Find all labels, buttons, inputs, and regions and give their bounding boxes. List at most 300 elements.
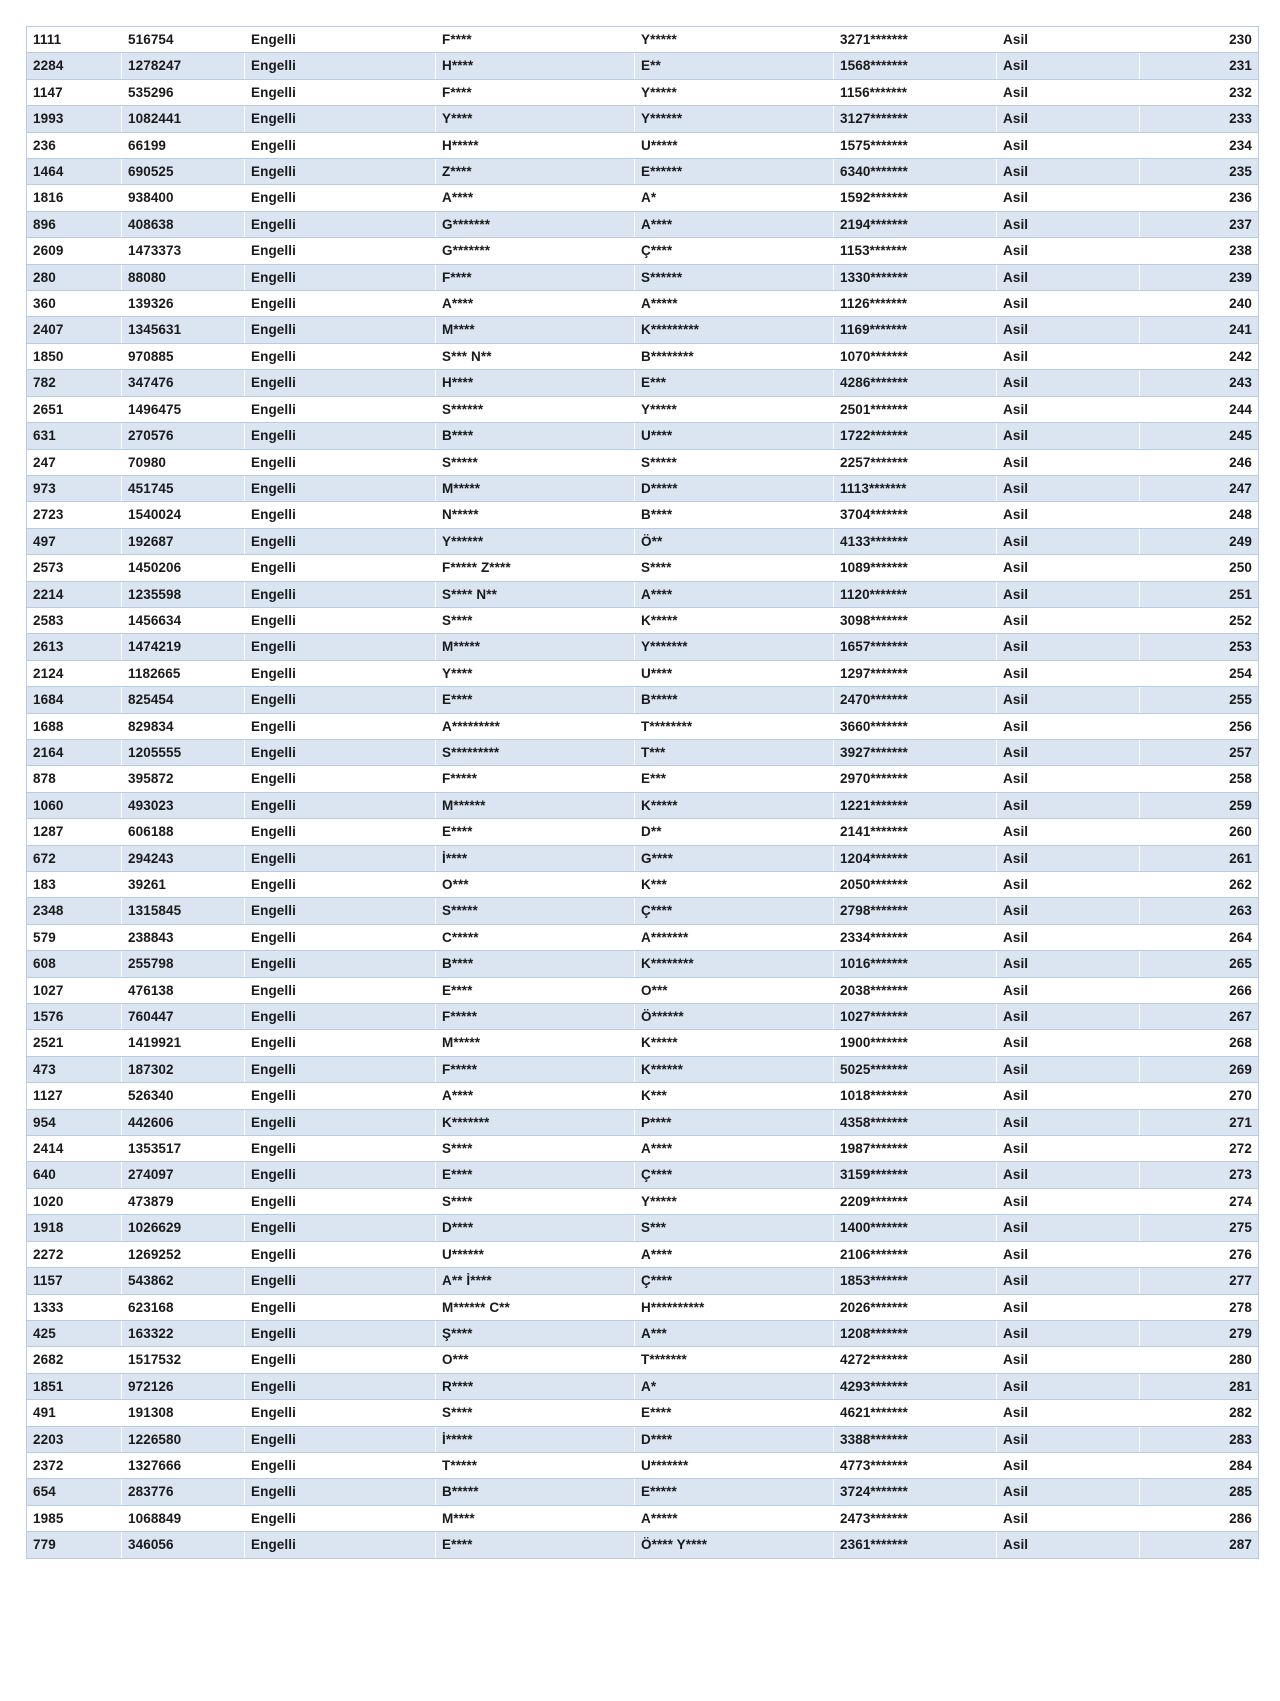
cell-status: Engelli [245,159,436,185]
table-row[interactable] [27,291,1259,317]
table-row[interactable] [27,1109,1259,1135]
table-row[interactable] [27,1505,1259,1531]
cell-id: 442606 [122,1109,245,1135]
cell-type: Asil [997,27,1140,53]
cell-id: 606188 [122,819,245,845]
cell-no: 2284 [27,53,122,79]
table-row[interactable] [27,1004,1259,1030]
table-row[interactable] [27,1294,1259,1320]
cell-rank: 262 [1140,872,1259,898]
cell-no: 608 [27,951,122,977]
cell-score: 2334******* [834,924,997,950]
cell-name: F**** [436,79,635,105]
cell-sur: K*** [635,1083,834,1109]
cell-type: Asil [997,1188,1140,1214]
table-row[interactable] [27,1188,1259,1214]
table-row[interactable] [27,1320,1259,1346]
table-row[interactable] [27,792,1259,818]
cell-rank: 257 [1140,739,1259,765]
cell-rank: 240 [1140,291,1259,317]
cell-name: T***** [436,1452,635,1478]
cell-rank: 272 [1140,1136,1259,1162]
cell-no: 2348 [27,898,122,924]
cell-name: Ş**** [436,1320,635,1346]
cell-rank: 250 [1140,555,1259,581]
cell-sur: Y***** [635,1188,834,1214]
table-row[interactable] [27,634,1259,660]
cell-rank: 264 [1140,924,1259,950]
table-row[interactable] [27,1479,1259,1505]
cell-type: Asil [997,475,1140,501]
cell-id: 1419921 [122,1030,245,1056]
cell-score: 2501******* [834,396,997,422]
cell-rank: 248 [1140,502,1259,528]
cell-rank: 273 [1140,1162,1259,1188]
cell-status: Engelli [245,317,436,343]
cell-no: 497 [27,528,122,554]
cell-sur: Y******* [635,634,834,660]
cell-score: 1987******* [834,1136,997,1162]
cell-sur: Y***** [635,396,834,422]
cell-score: 1568******* [834,53,997,79]
cell-score: 4358******* [834,1109,997,1135]
cell-status: Engelli [245,581,436,607]
table-row[interactable] [27,106,1259,132]
table-row[interactable] [27,924,1259,950]
cell-no: 1333 [27,1294,122,1320]
cell-type: Asil [997,211,1140,237]
results-table [26,26,1259,1559]
cell-rank: 232 [1140,79,1259,105]
cell-name: M**** [436,1505,635,1531]
table-row[interactable] [27,79,1259,105]
cell-type: Asil [997,317,1140,343]
cell-status: Engelli [245,106,436,132]
cell-type: Asil [997,1241,1140,1267]
table-row[interactable] [27,1426,1259,1452]
cell-id: 270576 [122,423,245,449]
cell-rank: 282 [1140,1400,1259,1426]
cell-status: Engelli [245,739,436,765]
cell-name: M***** [436,634,635,660]
cell-no: 1020 [27,1188,122,1214]
cell-name: S**** [436,1188,635,1214]
cell-name: A**** [436,291,635,317]
cell-type: Asil [997,79,1140,105]
cell-rank: 267 [1140,1004,1259,1030]
cell-sur: A**** [635,581,834,607]
cell-id: 191308 [122,1400,245,1426]
cell-status: Engelli [245,1400,436,1426]
cell-status: Engelli [245,53,436,79]
cell-score: 3127******* [834,106,997,132]
cell-sur: A**** [635,1136,834,1162]
cell-type: Asil [997,53,1140,79]
cell-type: Asil [997,264,1140,290]
cell-sur: K***** [635,1030,834,1056]
table-row[interactable] [27,951,1259,977]
cell-type: Asil [997,713,1140,739]
cell-rank: 233 [1140,106,1259,132]
cell-rank: 269 [1140,1056,1259,1082]
cell-sur: G**** [635,845,834,871]
cell-no: 425 [27,1320,122,1346]
cell-score: 1153******* [834,238,997,264]
table-row[interactable] [27,581,1259,607]
cell-no: 2124 [27,660,122,686]
cell-name: S**** [436,1136,635,1162]
table-row[interactable] [27,343,1259,369]
cell-id: 1205555 [122,739,245,765]
cell-type: Asil [997,792,1140,818]
cell-status: Engelli [245,1241,436,1267]
table-row[interactable] [27,502,1259,528]
table-row[interactable] [27,1056,1259,1082]
cell-name: N***** [436,502,635,528]
cell-score: 3098******* [834,607,997,633]
table-row[interactable] [27,264,1259,290]
cell-score: 4286******* [834,370,997,396]
cell-id: 825454 [122,687,245,713]
table-row[interactable] [27,713,1259,739]
table-row[interactable] [27,977,1259,1003]
cell-type: Asil [997,106,1140,132]
cell-score: 1156******* [834,79,997,105]
table-row[interactable] [27,53,1259,79]
cell-no: 1157 [27,1268,122,1294]
cell-rank: 279 [1140,1320,1259,1346]
cell-sur: U**** [635,660,834,686]
cell-type: Asil [997,396,1140,422]
table-row[interactable] [27,1241,1259,1267]
cell-name: M***** [436,1030,635,1056]
cell-score: 1089******* [834,555,997,581]
cell-status: Engelli [245,1136,436,1162]
table-row[interactable] [27,687,1259,713]
cell-type: Asil [997,291,1140,317]
cell-rank: 268 [1140,1030,1259,1056]
cell-no: 280 [27,264,122,290]
cell-score: 1018******* [834,1083,997,1109]
cell-rank: 242 [1140,343,1259,369]
cell-name: A********* [436,713,635,739]
cell-type: Asil [997,1400,1140,1426]
cell-status: Engelli [245,1215,436,1241]
cell-no: 779 [27,1532,122,1558]
cell-no: 640 [27,1162,122,1188]
table-row[interactable] [27,1136,1259,1162]
cell-sur: K********* [635,317,834,343]
table-row[interactable] [27,1030,1259,1056]
table-row[interactable] [27,449,1259,475]
cell-status: Engelli [245,1426,436,1452]
cell-name: E**** [436,819,635,845]
cell-no: 1688 [27,713,122,739]
cell-rank: 235 [1140,159,1259,185]
cell-id: 1540024 [122,502,245,528]
cell-id: 1456634 [122,607,245,633]
cell-status: Engelli [245,1294,436,1320]
cell-sur: K***** [635,792,834,818]
cell-rank: 259 [1140,792,1259,818]
table-row[interactable] [27,475,1259,501]
cell-id: 1353517 [122,1136,245,1162]
cell-status: Engelli [245,211,436,237]
cell-id: 623168 [122,1294,245,1320]
cell-type: Asil [997,1056,1140,1082]
table-row[interactable] [27,1400,1259,1426]
cell-id: 473879 [122,1188,245,1214]
cell-status: Engelli [245,1479,436,1505]
cell-score: 5025******* [834,1056,997,1082]
cell-type: Asil [997,898,1140,924]
cell-name: H***** [436,132,635,158]
cell-sur: K***** [635,607,834,633]
cell-id: 255798 [122,951,245,977]
cell-sur: K******** [635,951,834,977]
cell-no: 2613 [27,634,122,660]
table-row[interactable] [27,1373,1259,1399]
cell-status: Engelli [245,264,436,290]
cell-no: 2214 [27,581,122,607]
table-row[interactable] [27,1532,1259,1558]
cell-type: Asil [997,502,1140,528]
cell-name: E**** [436,687,635,713]
cell-name: E**** [436,1532,635,1558]
cell-no: 247 [27,449,122,475]
table-row[interactable] [27,317,1259,343]
cell-score: 2473******* [834,1505,997,1531]
cell-name: M***** [436,475,635,501]
cell-type: Asil [997,739,1140,765]
cell-id: 970885 [122,343,245,369]
cell-score: 2194******* [834,211,997,237]
cell-rank: 237 [1140,211,1259,237]
cell-name: A** İ**** [436,1268,635,1294]
cell-type: Asil [997,185,1140,211]
table-row[interactable] [27,423,1259,449]
cell-id: 1182665 [122,660,245,686]
cell-status: Engelli [245,475,436,501]
cell-id: 274097 [122,1162,245,1188]
cell-rank: 283 [1140,1426,1259,1452]
cell-id: 526340 [122,1083,245,1109]
table-row[interactable] [27,1268,1259,1294]
cell-rank: 230 [1140,27,1259,53]
table-row[interactable] [27,845,1259,871]
cell-type: Asil [997,132,1140,158]
cell-no: 2521 [27,1030,122,1056]
cell-type: Asil [997,924,1140,950]
cell-id: 70980 [122,449,245,475]
cell-rank: 261 [1140,845,1259,871]
cell-name: S*** N** [436,343,635,369]
cell-status: Engelli [245,924,436,950]
cell-status: Engelli [245,449,436,475]
cell-type: Asil [997,819,1140,845]
cell-sur: Ö** [635,528,834,554]
cell-type: Asil [997,1505,1140,1531]
table-row[interactable] [27,555,1259,581]
table-row[interactable] [27,819,1259,845]
cell-type: Asil [997,660,1140,686]
cell-type: Asil [997,1373,1140,1399]
cell-score: 2106******* [834,1241,997,1267]
cell-no: 2407 [27,317,122,343]
cell-type: Asil [997,845,1140,871]
cell-name: Y****** [436,528,635,554]
cell-type: Asil [997,687,1140,713]
cell-sur: K****** [635,1056,834,1082]
cell-score: 1722******* [834,423,997,449]
results-table-body [27,27,1259,1559]
cell-score: 3159******* [834,1162,997,1188]
cell-id: 1278247 [122,53,245,79]
cell-status: Engelli [245,951,436,977]
cell-id: 1345631 [122,317,245,343]
cell-id: 829834 [122,713,245,739]
table-row[interactable] [27,185,1259,211]
cell-rank: 274 [1140,1188,1259,1214]
cell-name: U****** [436,1241,635,1267]
cell-type: Asil [997,1426,1140,1452]
table-row[interactable] [27,660,1259,686]
cell-sur: Y***** [635,79,834,105]
cell-no: 2682 [27,1347,122,1373]
cell-score: 1169******* [834,317,997,343]
table-row[interactable] [27,132,1259,158]
cell-score: 6340******* [834,159,997,185]
cell-sur: A***** [635,291,834,317]
cell-rank: 278 [1140,1294,1259,1320]
cell-id: 39261 [122,872,245,898]
cell-score: 1126******* [834,291,997,317]
table-row[interactable] [27,396,1259,422]
cell-id: 1082441 [122,106,245,132]
cell-no: 654 [27,1479,122,1505]
table-row[interactable] [27,27,1259,53]
cell-name: A**** [436,1083,635,1109]
cell-status: Engelli [245,1188,436,1214]
cell-rank: 239 [1140,264,1259,290]
cell-rank: 238 [1140,238,1259,264]
cell-rank: 234 [1140,132,1259,158]
cell-no: 1287 [27,819,122,845]
table-row[interactable] [27,1083,1259,1109]
cell-score: 1330******* [834,264,997,290]
table-row[interactable] [27,238,1259,264]
cell-no: 1816 [27,185,122,211]
table-row[interactable] [27,211,1259,237]
cell-sur: D***** [635,475,834,501]
cell-status: Engelli [245,79,436,105]
cell-type: Asil [997,1347,1140,1373]
cell-no: 896 [27,211,122,237]
cell-sur: Ç**** [635,898,834,924]
cell-type: Asil [997,1452,1140,1478]
cell-score: 3388******* [834,1426,997,1452]
table-row[interactable] [27,766,1259,792]
table-row[interactable] [27,1215,1259,1241]
cell-rank: 245 [1140,423,1259,449]
cell-sur: Ö**** Y**** [635,1532,834,1558]
cell-type: Asil [997,951,1140,977]
table-row[interactable] [27,739,1259,765]
cell-score: 2257******* [834,449,997,475]
cell-score: 1657******* [834,634,997,660]
cell-status: Engelli [245,1505,436,1531]
cell-sur: Ç**** [635,1268,834,1294]
cell-no: 2651 [27,396,122,422]
cell-status: Engelli [245,713,436,739]
cell-rank: 244 [1140,396,1259,422]
cell-status: Engelli [245,396,436,422]
table-row[interactable] [27,872,1259,898]
cell-id: 1235598 [122,581,245,607]
table-row[interactable] [27,898,1259,924]
cell-sur: A**** [635,1241,834,1267]
cell-score: 3724******* [834,1479,997,1505]
cell-type: Asil [997,607,1140,633]
table-row[interactable] [27,1452,1259,1478]
cell-type: Asil [997,555,1140,581]
cell-rank: 271 [1140,1109,1259,1135]
table-row[interactable] [27,159,1259,185]
cell-status: Engelli [245,1083,436,1109]
cell-name: R**** [436,1373,635,1399]
cell-name: İ***** [436,1426,635,1452]
cell-type: Asil [997,1479,1140,1505]
cell-no: 2573 [27,555,122,581]
cell-name: S********* [436,739,635,765]
cell-status: Engelli [245,27,436,53]
cell-no: 2609 [27,238,122,264]
cell-name: F**** [436,264,635,290]
cell-sur: B**** [635,502,834,528]
cell-score: 2361******* [834,1532,997,1558]
cell-sur: E**** [635,1400,834,1426]
cell-name: K******* [436,1109,635,1135]
cell-id: 516754 [122,27,245,53]
cell-id: 535296 [122,79,245,105]
cell-status: Engelli [245,291,436,317]
cell-id: 1068849 [122,1505,245,1531]
cell-id: 187302 [122,1056,245,1082]
cell-no: 1127 [27,1083,122,1109]
cell-type: Asil [997,1162,1140,1188]
table-row[interactable] [27,607,1259,633]
table-row[interactable] [27,1347,1259,1373]
cell-no: 782 [27,370,122,396]
cell-status: Engelli [245,1532,436,1558]
cell-rank: 285 [1140,1479,1259,1505]
cell-sur: B***** [635,687,834,713]
cell-no: 1464 [27,159,122,185]
cell-sur: E*** [635,766,834,792]
cell-rank: 275 [1140,1215,1259,1241]
cell-rank: 253 [1140,634,1259,660]
cell-score: 1592******* [834,185,997,211]
cell-no: 672 [27,845,122,871]
table-row[interactable] [27,1162,1259,1188]
table-row[interactable] [27,528,1259,554]
cell-name: S**** [436,1400,635,1426]
cell-name: S****** [436,396,635,422]
table-row[interactable] [27,370,1259,396]
cell-sur: Ç**** [635,238,834,264]
cell-score: 3660******* [834,713,997,739]
cell-id: 346056 [122,1532,245,1558]
